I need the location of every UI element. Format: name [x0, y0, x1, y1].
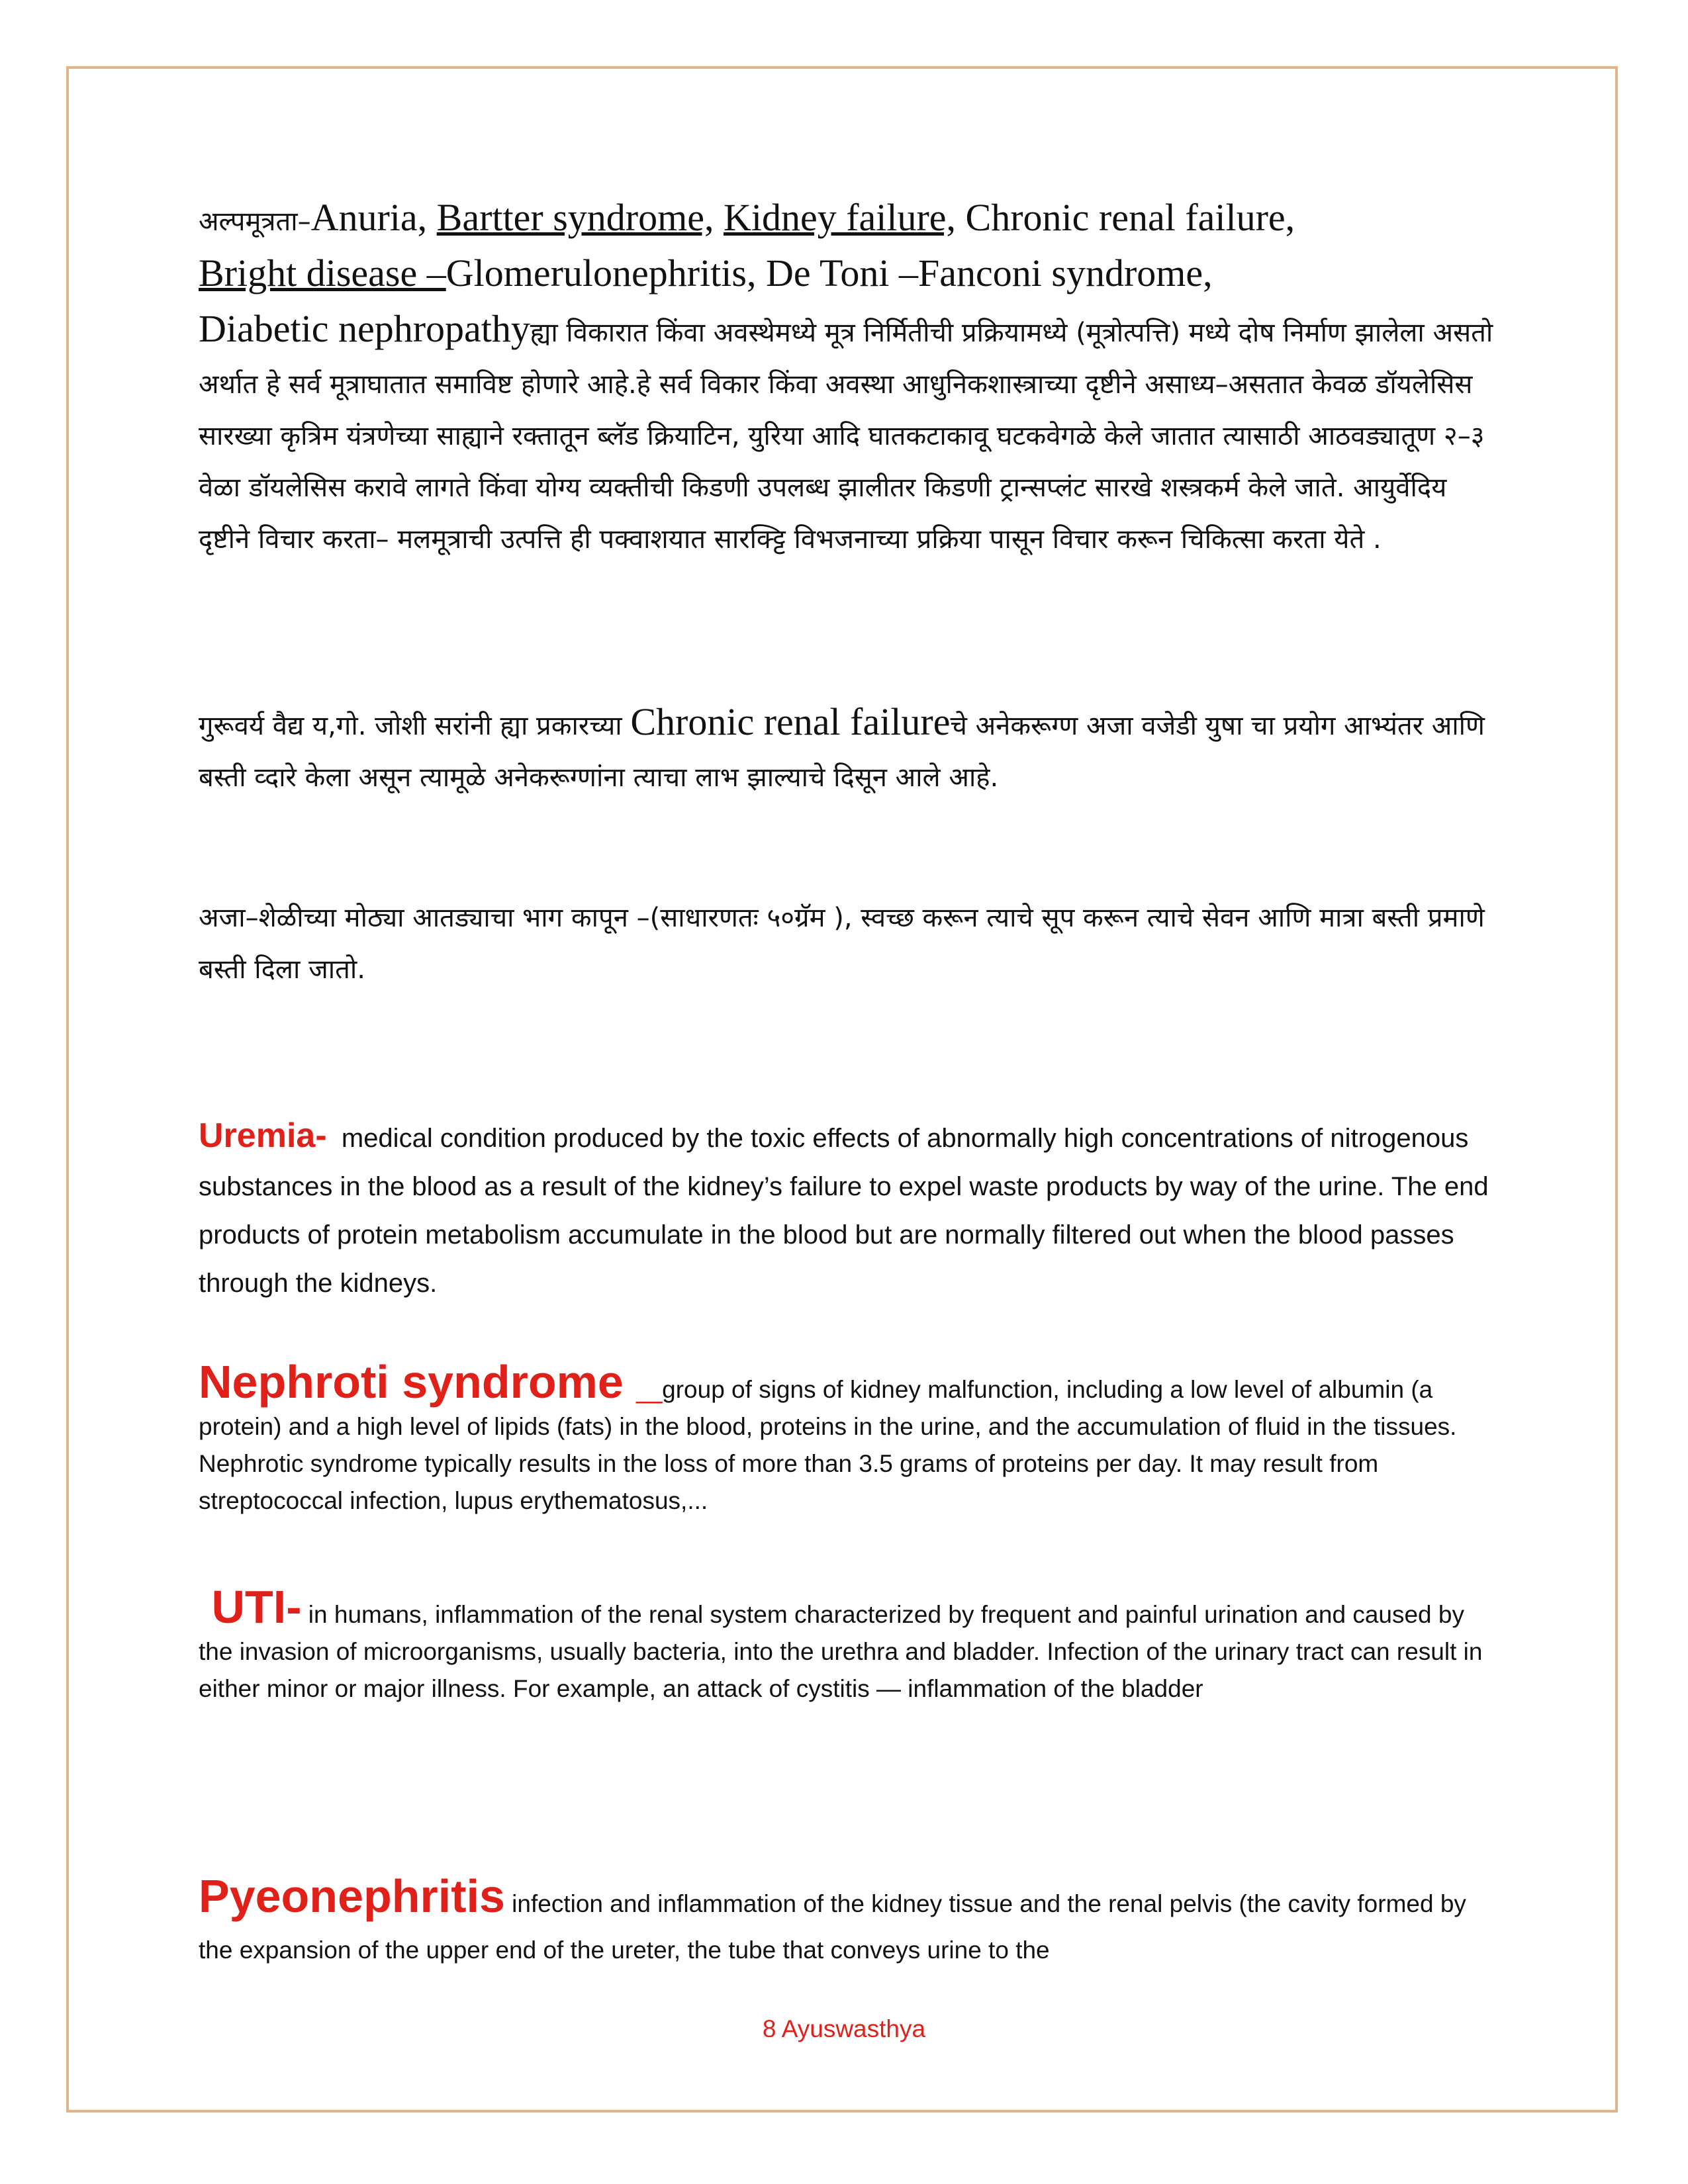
joshi-crf: Chronic renal failure — [630, 700, 951, 743]
term-bright: Bright disease – — [199, 251, 446, 295]
joshi-paragraph — [199, 696, 1496, 803]
intro-paragraph — [199, 192, 1496, 565]
term-anuria: Anuria, — [310, 196, 437, 239]
marathi-body: ह्या विकारात किंवा अवस्थेमध्ये मूत्र निर्मितीची प्रक्रियामध्ये (मूत्रोत्पत्ति) मध्ये दोष निर्माण झालेला असतो अर्थात हे सर्व मूत्राघातात समाविष्ट होणारे आहे.हे सर्व विकार किंवा अवस्था आधुनिकशास्त्राच्या दृष्टीने असाध्य–असतात केवळ डॉयलेसिस सारख्या कृत्रिम यंत्रणेच्या साह्याने रक्तातून ब्लॅड क्रियाटिन, युरिया आदि घातकटाकावू घटकवेगळे केले जातात त्यासाठी आठवड्यातूण २–३ वेळा डॉयलेसिस करावे लागते किंवा योग्य व्यक्तीची किडणी उपलब्ध झालीतर किडणी ट्रान्सप्लंट सारखे शस्त्रकर्म केले जाते. आयुर्वेदिय दृष्टीने विचार करता– मलमूत्राची उत्पत्ति ही पक्वाशयात सारक्ट्टि विभजनाच्या प्रक्रिया पासून विचार करून चिकित्सा करता येते . — [199, 318, 1493, 555]
nephroti-term: Nephroti syndrome _ — [199, 1356, 663, 1408]
aja-text: अजा–शेळीच्या मोठ्या आतड्याचा भाग कापून –(साधारणतः ५०ग्रॅम ), स्वच्छ करून त्याचे सूप करून त्याचे सेवन आणि मात्रा बस्ती प्रमाणे बस्ती दिला जातो. — [199, 903, 1485, 985]
pyeonephritis-term: Pyeonephritis — [199, 1870, 505, 1922]
term-bartter: Bartter syndrome, — [436, 196, 714, 239]
pyeonephritis-definition: infection and inflammation of the kidney tissue and the renal pelvis (the cavity formed by the expansion of the upper end of the ureter, the tube that conveys urine to the — [199, 1890, 1466, 1964]
intro-section — [199, 192, 1496, 565]
uremia-entry — [199, 1112, 1496, 1308]
uti-entry — [199, 1581, 1496, 1707]
uti-term: UTI- — [199, 1581, 302, 1633]
uti-definition: in humans, inflammation of the renal system characterized by frequent and painful urination and caused by the invasion of microorganisms, usually bacteria, into the urethra and bladder. Infection of the urinary tract can result in either minor or major illness. For example, an attack of cystitis — inflammation of the bladder — [199, 1601, 1483, 1702]
term-chronic: Chronic renal failure, — [956, 196, 1295, 239]
joshi-m1: गुरूवर्य वैद्य य,गो. जोशी सरांनी ह्या प्रकारच्या — [199, 711, 631, 741]
term-glom: Glomerulonephritis, De Toni –Fanconi syndrome, — [445, 251, 1213, 295]
aja-paragraph — [199, 892, 1496, 995]
term-diabetic: Diabetic nephropathy — [199, 307, 530, 350]
uremia-term: Uremia- — [199, 1116, 327, 1155]
joshi-m2: चे अनेकरूग्ण अजा वजेडी युषा चा प्रयोग आभ्यंतर आणि बस्ती व्दारे केला असून त्यामूळे अनेकरूग्णांना त्याचा लाभ झाल्याचे दिसून आले आहे. — [199, 711, 1485, 793]
nephroti-entry — [199, 1356, 1496, 1520]
space — [714, 196, 724, 239]
page-footer: 8 Ayuswasthya — [762, 2015, 926, 2042]
marathi-lead: अल्पमूत्रता– — [199, 206, 311, 237]
nephroti-definition: group of signs of kidney malfunction, including a low level of albumin (a protein) and a high level of lipids (fats) in the blood, proteins in the urine, and the accumulation of fluid in the tissues. Nephrotic syndrome typically results in the loss of more than 3.5 grams of proteins per day. It may result from streptococcal infection, lupus erythematosus,... — [199, 1376, 1457, 1514]
joshi-text — [199, 696, 1496, 803]
uremia-definition: medical condition produced by the toxic effects of abnormally high concentrations of nitrogenous substances in the blood as a result of the kidney’s failure to expel waste products by way of the urine. The end products of protein metabolism accumulate in the blood but are normally filtered out when the blood passes through the kidneys. — [199, 1124, 1496, 1298]
pyeonephritis-entry — [199, 1870, 1496, 1974]
term-kidney-failure: Kidney failure, — [723, 196, 957, 239]
